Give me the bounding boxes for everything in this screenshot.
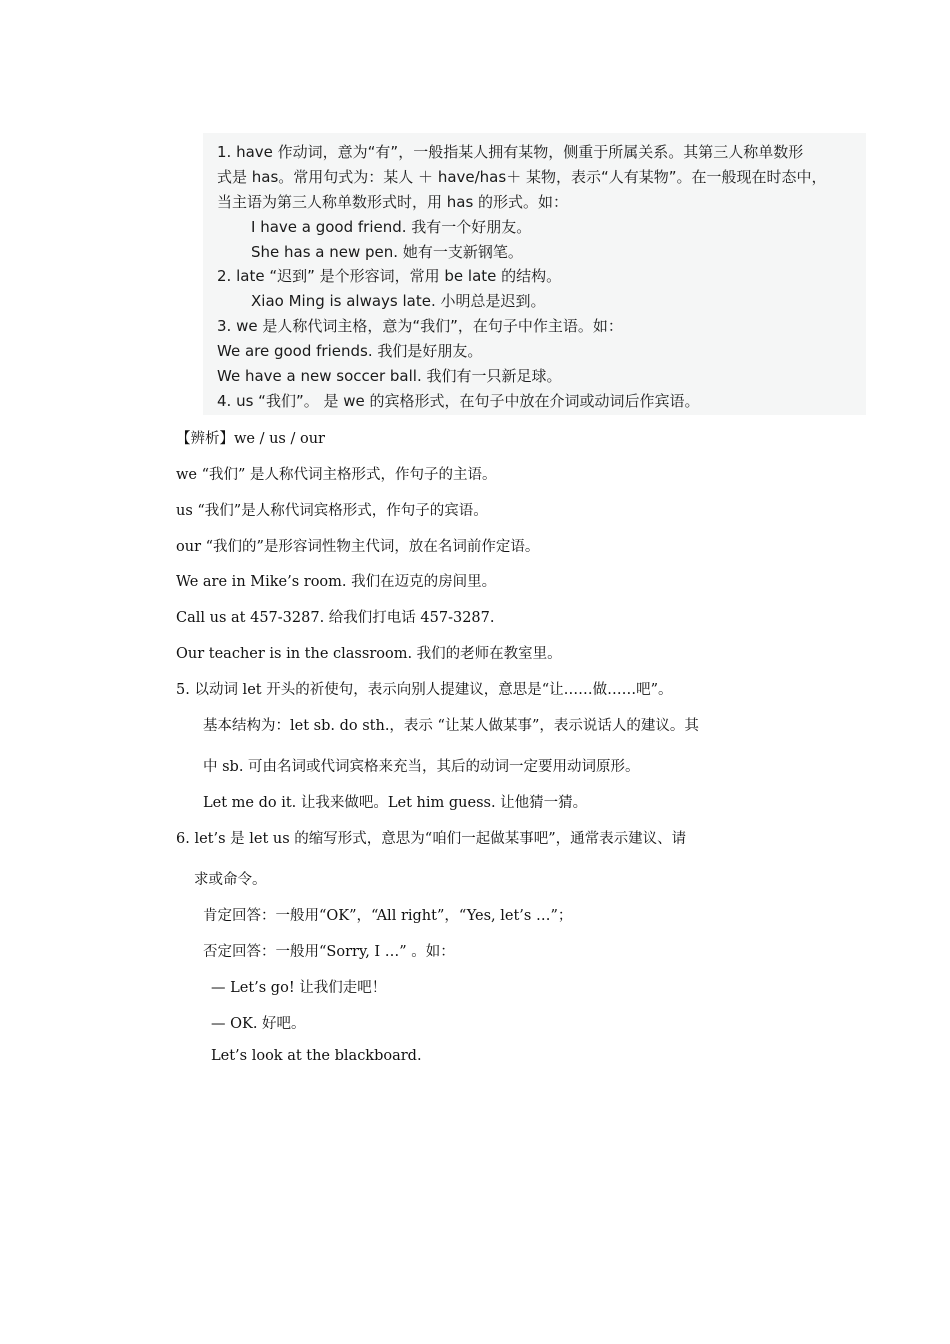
text-line: our “我们的”是形容词性物主代词，放在名词前作定语。 [176, 539, 540, 555]
scan-line: Xiao Ming is always late. 小明总是迟到。 [251, 292, 546, 310]
text-line: 6. let’s 是 let us 的缩写形式，意思为“咱们一起做某事吧”，通常表示建议、请 [176, 831, 687, 847]
scanned-textbook-excerpt [203, 133, 866, 415]
text-line: Our teacher is in the classroom. 我们的老师在教室里。 [176, 646, 562, 662]
scan-line: I have a good friend. 我有一个好朋友。 [251, 218, 532, 236]
text-line: 5. 以动词 let 开头的祈使句，表示向别人提建议，意思是“让……做……吧”。 [176, 682, 673, 698]
text-line: us “我们”是人称代词宾格形式，作句子的宾语。 [176, 503, 488, 519]
text-line: 肯定回答：一般用“OK”，“All right”，“Yes, let’s …”； [203, 908, 573, 924]
text-line: — OK. 好吧。 [211, 1016, 306, 1032]
scan-line: 2. late “迟到” 是个形容词，常用 be late 的结构。 [217, 267, 562, 285]
section-heading: 【辨析】we / us / our [176, 431, 325, 447]
text-line: 基本结构为：let sb. do sth.，表示 “让某人做某事”，表示说话人的建议。其 [203, 718, 699, 734]
text-line: 否定回答：一般用“Sorry, I …” 。如： [203, 944, 455, 960]
scan-line: 4. us “我们”。 是 we 的宾格形式，在句子中放在介词或动词后作宾语。 [217, 392, 700, 410]
scan-line: 1. have 作动词，意为“有”，一般指某人拥有某物，侧重于所属关系。其第三人称单数形 [217, 143, 804, 161]
scan-line: 当主语为第三人称单数形式时，用 has 的形式。如： [217, 193, 569, 211]
text-line: we “我们” 是人称代词主格形式，作句子的主语。 [176, 467, 497, 483]
text-line: Call us at 457-3287. 给我们打电话 457-3287. [176, 610, 495, 626]
scan-line: We are good friends. 我们是好朋友。 [217, 342, 483, 360]
scan-line: 3. we 是人称代词主格，意为“我们”，在句子中作主语。如： [217, 317, 623, 335]
text-line: Let’s look at the blackboard. [211, 1048, 422, 1064]
scan-line: 式是 has。常用句式为：某人 ＋ have/has＋ 某物，表示“人有某物”。在一般现在时态中， [217, 168, 827, 186]
scan-line: She has a new pen. 她有一支新钢笔。 [251, 243, 523, 261]
text-line: — Let’s go! 让我们走吧！ [211, 980, 387, 996]
text-line: 中 sb. 可由名词或代词宾格来充当，其后的动词一定要用动词原形。 [203, 759, 640, 775]
scan-line: We have a new soccer ball. 我们有一只新足球。 [217, 367, 562, 385]
text-line: We are in Mike’s room. 我们在迈克的房间里。 [176, 574, 497, 590]
text-line: Let me do it. 让我来做吧。Let him guess. 让他猜一猜。 [203, 795, 588, 811]
text-line: 求或命令。 [194, 872, 267, 888]
